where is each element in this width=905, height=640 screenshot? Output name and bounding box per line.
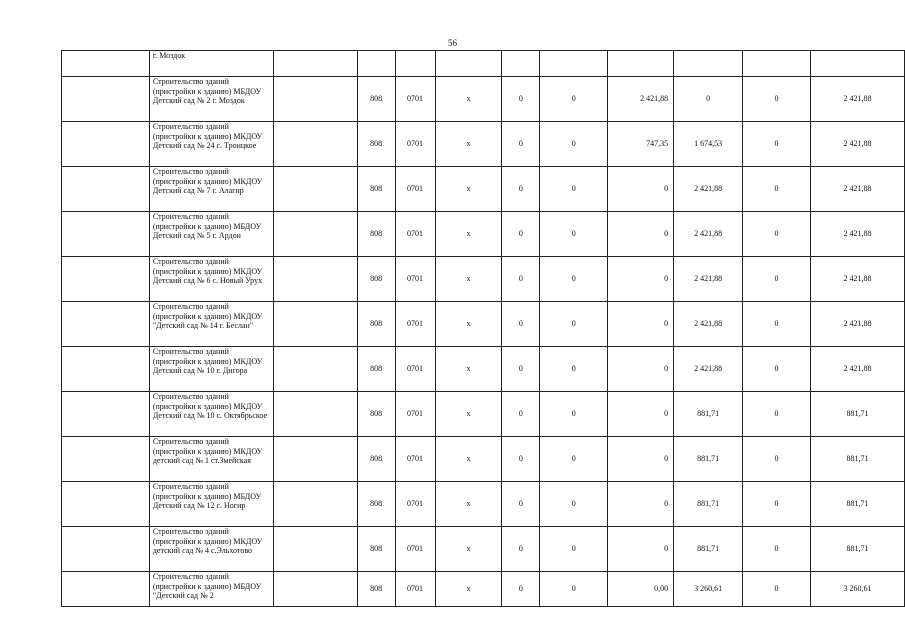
table-cell-type: x [435,527,502,572]
table-cell-type: x [435,77,502,122]
table-cell-section: 0701 [395,527,435,572]
table-cell-blank [62,122,150,167]
table-cell-value: 2 421,88 [674,212,743,257]
table-cell-blank [62,392,150,437]
table-cell-name: Строительство зданий (пристройки к зданию) МКДОУ "Детский сад № 14 г. Беслан" [149,302,273,347]
table-cell-code: 808 [357,527,395,572]
table-cell-blank [62,51,150,77]
table-row [62,392,905,437]
table-cell-name: Строительство зданий (пристройки к зданию) МБДОУ Детский сад № 2 г. Моздок [149,77,273,122]
table-cell-blank [273,527,357,572]
table-cell-type: x [435,347,502,392]
table-cell-section: 0701 [395,77,435,122]
budget-table [61,50,905,607]
table-cell-value: 0 [502,122,540,167]
table-cell-name: Строительство зданий (пристройки к зданию) МКДОУ Детский сад № 10 с. Октябрьское [149,392,273,437]
table-cell-value: 2 421,88 [674,167,743,212]
table-cell-value: 0 [502,257,540,302]
table-cell [502,51,540,77]
table-cell-value: 0 [743,122,811,167]
table-cell-type: x [435,482,502,527]
table-cell-value: 0 [540,122,608,167]
table-cell-type: x [435,392,502,437]
table-row [62,572,905,607]
table-cell-blank [62,572,150,607]
table-cell-value: 0 [540,392,608,437]
table-cell-code: 808 [357,77,395,122]
table-cell [540,51,608,77]
table-cell-code: 808 [357,212,395,257]
table-cell-blank [62,302,150,347]
table-cell-type: x [435,437,502,482]
table-cell-name: Строительство зданий (пристройки к зданию) МБДОУ Детский сад № 12 с. Ногир [149,482,273,527]
page-number: 56 [448,38,457,48]
table-cell-type: x [435,167,502,212]
table-cell-value: 0 [540,167,608,212]
table-cell-value: 881,71 [674,392,743,437]
table-cell-blank [62,167,150,212]
table-cell-type: x [435,122,502,167]
table-cell-value: 0 [608,527,674,572]
table-cell-value: 0 [502,572,540,607]
table-cell-value: 0 [674,77,743,122]
table-row [62,527,905,572]
table-cell-name: Строительство зданий (пристройки к зданию) МКДОУ Детский сад № 7 г. Алагир [149,167,273,212]
table-cell-total: 2 421,88 [811,167,905,212]
table-cell-blank [273,122,357,167]
table-cell-code: 808 [357,167,395,212]
table-cell-value: 0 [502,77,540,122]
table-cell-value: 2 421,88 [674,302,743,347]
table-cell-blank [273,437,357,482]
table-cell-total: 881,71 [811,527,905,572]
table-cell-total: 2 421,88 [811,347,905,392]
table-cell-blank [62,527,150,572]
table-cell [357,51,395,77]
table-cell-section: 0701 [395,212,435,257]
table-cell-value: 0 [540,347,608,392]
table-cell-value: 0 [502,302,540,347]
table-cell-value: 0 [502,482,540,527]
table-cell-section: 0701 [395,437,435,482]
table-cell-name: г. Моздок [149,51,273,77]
table-cell-value: 2 421,88 [674,257,743,302]
table-cell-total: 881,71 [811,437,905,482]
table-cell-value: 0 [502,437,540,482]
table-cell-blank [273,482,357,527]
table-cell-value: 0 [743,167,811,212]
table-row [62,257,905,302]
table-cell-code: 808 [357,257,395,302]
table-cell-section: 0701 [395,347,435,392]
table-cell-value: 0 [608,167,674,212]
table-cell-value: 0 [743,347,811,392]
table-cell-value: 747,35 [608,122,674,167]
table-cell-code: 808 [357,122,395,167]
table-cell-blank [273,302,357,347]
table-cell-value: 0 [743,572,811,607]
table-cell-value: 0 [608,347,674,392]
table-cell-value: 0 [540,527,608,572]
table-cell-value: 0 [502,392,540,437]
table-cell-blank [62,437,150,482]
table-cell-section: 0701 [395,122,435,167]
table-cell-type: x [435,212,502,257]
table-cell-name: Строительство зданий (пристройки к зданию) МКДОУ Детский сад № 24 с. Троицкое [149,122,273,167]
table-cell-section: 0701 [395,572,435,607]
table-row [62,437,905,482]
table-cell-value: 0 [608,212,674,257]
table-cell-code: 808 [357,302,395,347]
table-cell-value: 3 260,61 [674,572,743,607]
table-cell-code: 808 [357,437,395,482]
table-cell-value: 0 [540,437,608,482]
table-cell-code: 808 [357,482,395,527]
table-cell-section: 0701 [395,392,435,437]
table-cell-blank [273,167,357,212]
table-cell-name: Строительство зданий (пристройки к зданию) МКДОУ детский сад № 1 ст.Змейская [149,437,273,482]
table-cell-value: 0 [743,77,811,122]
table-cell-value: 2 421,88 [608,77,674,122]
table-cell-section: 0701 [395,302,435,347]
table-cell-value: 0 [540,302,608,347]
table-cell-value: 0 [743,392,811,437]
table-cell-value: 0 [743,482,811,527]
table-cell-value: 0 [743,212,811,257]
table-cell-value: 881,71 [674,527,743,572]
table-cell-code: 808 [357,347,395,392]
table-cell-name: Строительство зданий (пристройки к зданию) МКДОУ детский сад № 4 с.Эльхотово [149,527,273,572]
table-cell-blank [62,77,150,122]
table-row [62,51,905,77]
table-row [62,347,905,392]
table-cell-blank [273,347,357,392]
table-row [62,482,905,527]
table-cell-value: 0 [540,212,608,257]
table-cell-value: 0 [743,527,811,572]
table-cell-section: 0701 [395,482,435,527]
table-row [62,122,905,167]
table-cell-value: 0 [743,302,811,347]
table-cell-blank [273,257,357,302]
table-cell-name: Строительство зданий (пристройки к зданию) МБДОУ "Детский сад № 2 [149,572,273,607]
table-cell [435,51,502,77]
table-cell-total: 3 260,61 [811,572,905,607]
table-cell-blank [273,51,357,77]
table-cell-type: x [435,302,502,347]
table-cell-blank [62,347,150,392]
table-cell [395,51,435,77]
table-cell-type: x [435,572,502,607]
table-cell-value: 881,71 [674,482,743,527]
table-cell-value: 0 [502,527,540,572]
table-cell-value: 1 674,53 [674,122,743,167]
table-cell-blank [273,392,357,437]
table-cell-value: 0 [743,437,811,482]
table-cell-value: 0 [743,257,811,302]
table-cell-section: 0701 [395,257,435,302]
table-cell-value: 0 [608,302,674,347]
table-cell-code: 808 [357,392,395,437]
table-cell-total: 881,71 [811,482,905,527]
table-row [62,212,905,257]
table-cell-total: 2 421,88 [811,212,905,257]
table-cell-code: 808 [357,572,395,607]
table-cell-blank [62,212,150,257]
table-cell-blank [273,572,357,607]
table-cell-value: 0 [540,482,608,527]
table-row [62,77,905,122]
table-cell-name: Строительство зданий (пристройки к зданию) МКДОУ Детский сад № 6 с. Новый Урух [149,257,273,302]
table-cell-total: 881,71 [811,392,905,437]
table-cell-value: 0 [540,572,608,607]
table-cell-blank [273,212,357,257]
table-cell [608,51,674,77]
table-cell-value: 0 [502,212,540,257]
table-cell-value: 0 [608,437,674,482]
table-row [62,167,905,212]
table-cell [674,51,743,77]
table-cell-type: x [435,257,502,302]
table-cell-value: 0 [540,257,608,302]
table-cell-name: Строительство зданий (пристройки к зданию) МКДОУ Детский сад № 10 г. Дигора [149,347,273,392]
table-cell-section: 0701 [395,167,435,212]
table-cell-total: 2 421,88 [811,77,905,122]
table-cell-value: 0 [540,77,608,122]
table-cell [743,51,811,77]
table-cell-value: 0 [608,257,674,302]
table-cell-value: 0 [502,167,540,212]
table-row [62,302,905,347]
table-cell-value: 2 421,88 [674,347,743,392]
table-cell-value: 0,00 [608,572,674,607]
table-cell-value: 0 [608,482,674,527]
table-cell-name: Строительство зданий (пристройки к зданию) МБДОУ Детский сад № 5 г. Ардон [149,212,273,257]
table-cell-value: 0 [608,392,674,437]
table-cell-blank [62,482,150,527]
table-cell-total: 2 421,88 [811,302,905,347]
table-cell [811,51,905,77]
table-cell-total: 2 421,88 [811,257,905,302]
table-cell-value: 881,71 [674,437,743,482]
table-cell-total: 2 421,88 [811,122,905,167]
table-cell-blank [273,77,357,122]
table-cell-blank [62,257,150,302]
table-cell-value: 0 [502,347,540,392]
